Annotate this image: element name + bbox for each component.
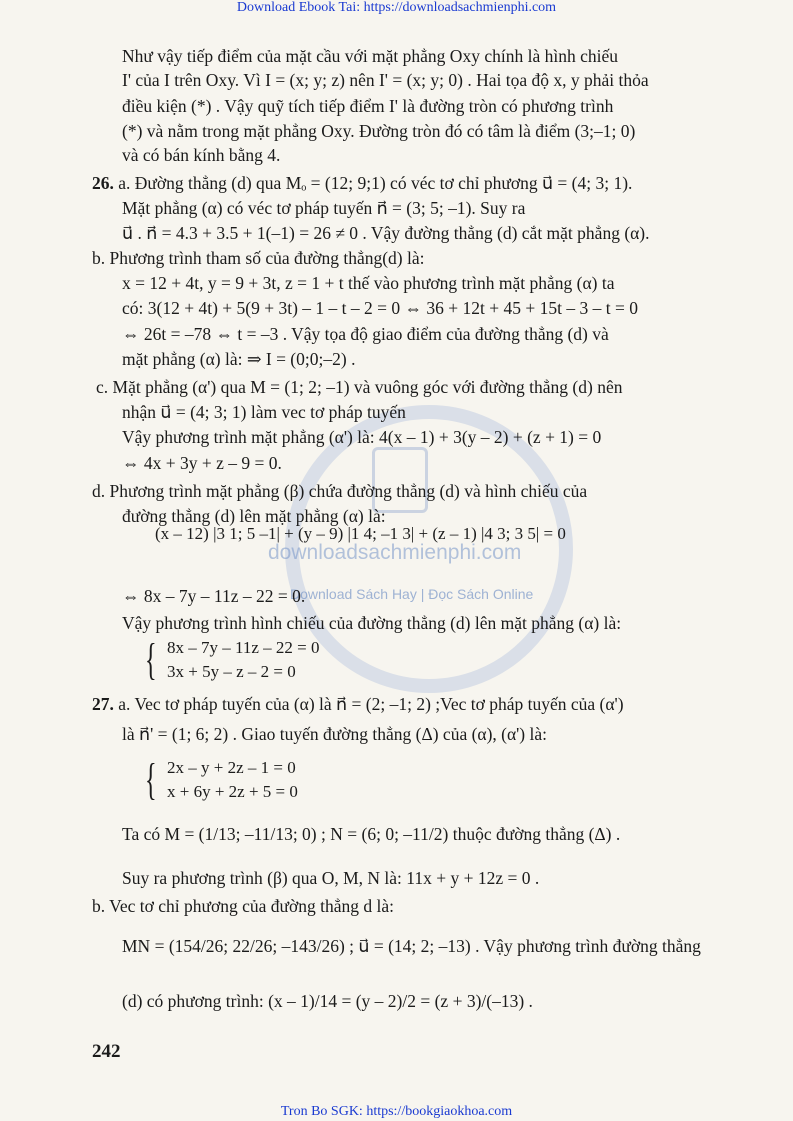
text-content: điều kiện (*) . Vậy quỹ tích tiếp điểm I' là đường tròn có phương trình (122, 96, 614, 116)
text-content: Vậy phương trình mặt phẳng (α') là: 4(x – 1) + 3(y – 2) + (z + 1) = 0 (122, 427, 602, 447)
text-line (122, 272, 614, 294)
text-line (122, 452, 282, 474)
text-content: mặt phẳng (α) là: ⇒ I = (0;0;–2) . (122, 349, 356, 369)
text-content: a. Đường thẳng (d) qua Mₒ = (12; 9;1) có véc tơ chỉ phương u⃗ = (4; 3; 1). (113, 173, 633, 193)
header-link[interactable]: Download Ebook Tai: https://downloadsachmienphi.com (236, 0, 557, 15)
text-content: I' của I trên Oxy. Vì I = (x; y; z) nên I' = (x; y; 0) . Hai tọa độ x, y phải thỏa (122, 70, 649, 90)
text-line (122, 723, 547, 745)
text-content: MN = (154/26; 22/26; –143/26) ; u⃗ = (14; 2; –13) . Vậy phương trình đường thẳng (122, 936, 701, 956)
watermark-subtext: Download Sách Hay | Đọc Sách Online (290, 586, 534, 602)
text-content: d. Phương trình mặt phẳng (β) chứa đường thẳng (d) và hình chiếu của (92, 481, 588, 501)
text-line (122, 426, 601, 448)
text-line (122, 867, 539, 889)
text-content: x = 12 + 4t, y = 9 + 3t, z = 1 + t thế vào phương trình mặt phẳng (α) ta (122, 273, 615, 293)
text-line (122, 144, 280, 166)
text-line (122, 348, 355, 370)
system-line: x + 6y + 2z + 5 = 0 (167, 782, 298, 801)
text-line (122, 45, 618, 67)
text-line (92, 172, 632, 194)
text-line (92, 895, 394, 917)
text-content: là n⃗' = (1; 6; 2) . Giao tuyến đường thẳng (Δ) của (α), (α') là: (122, 724, 547, 744)
equation-system-1: { 8x – 7y – 11z – 22 = 0 3x + 5y – z – 2 = 0 (145, 635, 320, 684)
text-line (92, 480, 587, 502)
text-content: và có bán kính bằng 4. (122, 145, 281, 165)
text-line (122, 95, 613, 117)
text-line (122, 585, 305, 607)
text-content: b. Vec tơ chỉ phương của đường thẳng d là: (92, 896, 395, 916)
footer-link[interactable]: Tron Bo SGK: https://bookgiaokhoa.com (280, 1104, 513, 1119)
text-line (92, 693, 624, 715)
text-content: b. Phương trình tham số của đường thẳng(d) là: (92, 248, 425, 268)
text-line (122, 197, 525, 219)
text-content: có: 3(12 + 4t) + 5(9 + 3t) – 1 – t – 2 = 0 ⇔ 36 + 12t + 45 + 15t – 3 – t = 0 (122, 298, 638, 318)
exercise-number: 26. (92, 173, 114, 193)
text-line (122, 935, 701, 957)
page-number: 242 (92, 1041, 121, 1062)
system-line: 8x – 7y – 11z – 22 = 0 (167, 638, 320, 657)
text-content: (d) có phương trình: (x – 1)/14 = (y – 2)/2 = (z + 3)/(–13) . (122, 991, 533, 1011)
text-content: ⇔ 4x + 3y + z – 9 = 0. (122, 453, 282, 473)
text-content: c. Mặt phẳng (α') qua M = (1; 2; –1) và vuông góc với đường thẳng (d) nên (96, 377, 623, 397)
text-content: Như vậy tiếp điểm của mặt cầu với mặt phẳng Oxy chính là hình chiếu (122, 46, 618, 66)
system-line: 3x + 5y – z – 2 = 0 (167, 662, 296, 681)
text-content: đường thẳng (d) lên mặt phẳng (α) là: (122, 506, 386, 526)
system-line: 2x – y + 2z – 1 = 0 (167, 758, 296, 777)
text-line (122, 990, 533, 1012)
text-content: Vậy phương trình hình chiếu của đường thẳng (d) lên mặt phẳng (α) là: (122, 613, 622, 633)
determinant-equation: (x – 12) |3 1; 5 –1| + (y – 9) |1 4; –1 3| + (z – 1) |4 3; 3 5| = 0 (155, 524, 566, 543)
text-content: ⇔ 26t = –78 ⇔ t = –3 . Vậy tọa độ giao điểm của đường thẳng (d) và (122, 324, 609, 344)
text-content: (*) và nằm trong mặt phẳng Oxy. Đường tròn đó có tâm là điểm (3;–1; 0) (122, 121, 636, 141)
text-line (122, 297, 638, 319)
text-content: a. Vec tơ pháp tuyến của (α) là n⃗ = (2; –1; 2) ;Vec tơ pháp tuyến của (α') (113, 694, 624, 714)
text-content: u⃗ . n⃗ = 4.3 + 3.5 + 1(–1) = 26 ≠ 0 . Vậy đường thẳng (d) cắt mặt phẳng (α). (122, 223, 650, 243)
text-line (122, 69, 649, 91)
watermark-text: downloadsachmienphi.com (268, 541, 522, 564)
text-line (96, 376, 622, 398)
text-content: ⇔ 8x – 7y – 11z – 22 = 0. (122, 586, 306, 606)
text-content: Ta có M = (1/13; –11/13; 0) ; N = (6; 0; –11/2) thuộc đường thẳng (Δ) . (122, 824, 621, 844)
equation-system-2: { 2x – y + 2z – 1 = 0 x + 6y + 2z + 5 = 0 (145, 755, 298, 804)
text-content: nhận u⃗ = (4; 3; 1) làm vec tơ pháp tuyến (122, 402, 406, 422)
text-line (122, 401, 406, 423)
text-line (122, 120, 635, 142)
exercise-number: 27. (92, 694, 114, 714)
text-line (92, 247, 425, 269)
text-line (122, 612, 621, 634)
text-line (122, 323, 609, 345)
text-line (122, 823, 620, 845)
text-content: Suy ra phương trình (β) qua O, M, N là: 11x + y + 12z = 0 . (122, 868, 540, 888)
text-content: Mặt phẳng (α) có véc tơ pháp tuyến n⃗ = (3; 5; –1). Suy ra (122, 198, 526, 218)
text-line (122, 222, 650, 244)
